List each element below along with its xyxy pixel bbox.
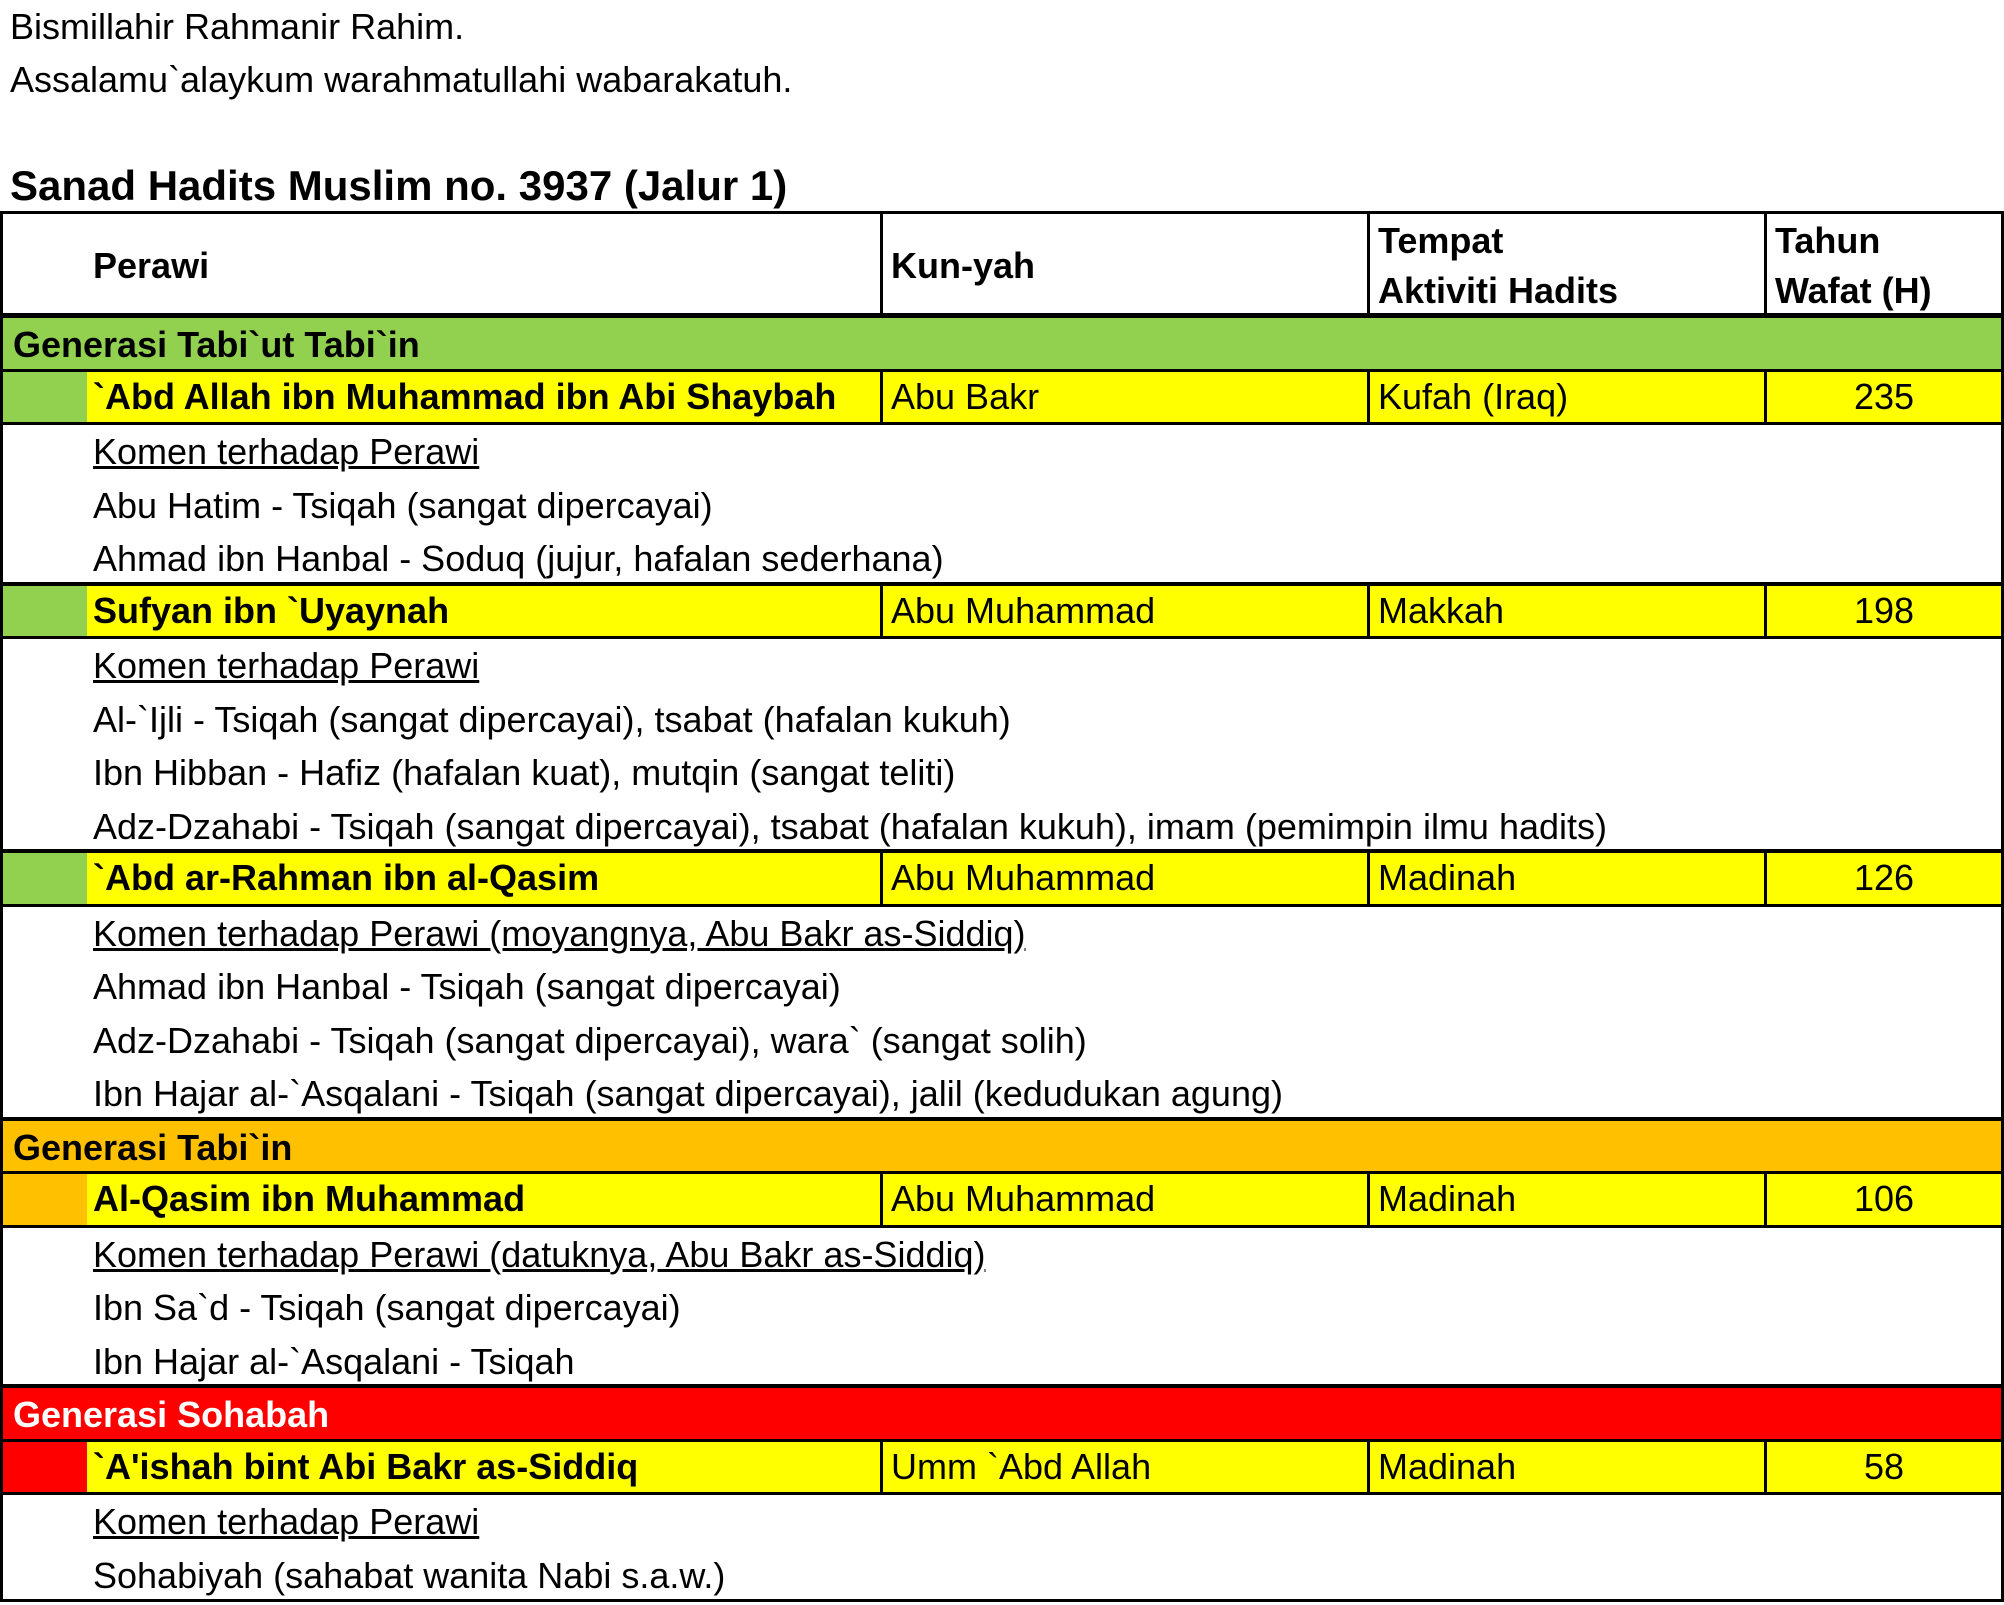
narrator-row [0,1174,2004,1228]
narrator-name: Sufyan ibn `Uyaynah [87,586,883,637]
header-tempat-2: Aktiviti Hadits [1378,270,1619,311]
header-perawi: Perawi [93,245,210,286]
comment-heading: Komen terhadap Perawi [93,1501,480,1542]
comment-block [0,907,2004,1121]
narrator-kunyah: Umm `Abd Allah [883,1442,1370,1493]
narrator-tahun: 198 [1853,589,1915,631]
header-tahun-cell [1767,214,2001,313]
narrator-tahun: 126 [1853,857,1915,898]
generation-row: Generasi Tabi`ut Tabi`in [0,318,2004,372]
narrator-kunyah: Abu Muhammad [883,853,1370,904]
comment-heading: Komen terhadap Perawi [93,645,480,686]
comment-line: Al-`Ijli - Tsiqah (sangat dipercayai), tsabat (hafalan kukuh) [93,698,1011,740]
generation-swatch [3,853,87,904]
comment-heading: Komen terhadap Perawi (datuknya, Abu Bakr as-Siddiq) [93,1233,986,1275]
header-tahun-2: Wafat (H) [1775,270,1932,311]
narrator-name: `Abd Allah ibn Muhammad ibn Abi Shaybah [87,372,883,423]
comment-block [0,425,2004,586]
header-kunyah: Kun-yah [891,245,1035,286]
generation-row: Generasi Sohabah [0,1388,2004,1442]
comment-line: Ahmad ibn Hanbal - Soduq (jujur, hafalan sederhana) [93,538,944,579]
comment-heading: Komen terhadap Perawi (moyangnya, Abu Bakr as-Siddiq) [93,912,1026,954]
narrator-kunyah: Abu Muhammad [883,1174,1370,1225]
comment-line: Sohabiyah (sahabat wanita Nabi s.a.w.) [93,1554,726,1596]
header-tempat-cell [1370,214,1767,313]
narrator-tempat: Madinah [1370,1174,1767,1225]
narrator-name: `Abd ar-Rahman ibn al-Qasim [87,853,883,904]
generation-swatch [3,372,87,423]
narrator-name: Al-Qasim ibn Muhammad [87,1174,883,1225]
comment-line: Ibn Sa`d - Tsiqah (sangat dipercayai) [93,1287,681,1328]
row-separator [0,1599,2004,1602]
comment-line: Ibn Hajar al-`Asqalani - Tsiqah [93,1340,575,1382]
narrator-row [0,372,2004,426]
comment-block [0,1228,2004,1389]
header-kunyah-cell [883,214,1370,313]
comment-block [0,639,2004,853]
comment-heading: Komen terhadap Perawi [93,431,480,472]
comment-line: Ahmad ibn Hanbal - Tsiqah (sangat dipercayai) [93,966,841,1007]
narrator-kunyah: Abu Muhammad [883,586,1370,637]
narrator-tahun: 235 [1853,375,1915,417]
narrator-tempat: Kufah (Iraq) [1370,372,1767,423]
comment-block [0,1495,2004,1602]
comment-line: Adz-Dzahabi - Tsiqah (sangat dipercayai), wara` (sangat solih) [93,1019,1087,1061]
generation-swatch [3,1174,87,1225]
narrator-row [0,586,2004,640]
intro-line-1: Bismillahir Rahmanir Rahim. [10,6,465,47]
narrator-tahun: 106 [1853,1178,1915,1219]
narrator-tempat: Makkah [1370,586,1767,637]
header-perawi-cell [3,214,883,313]
narrator-name: `A'ishah bint Abi Bakr as-Siddiq [87,1442,883,1493]
page-title: Sanad Hadits Muslim no. 3937 (Jalur 1) [10,162,788,209]
sanad-table [0,211,2004,1605]
generation-row: Generasi Tabi`in [0,1121,2004,1175]
narrator-tahun: 58 [1863,1445,1905,1487]
comment-line: Ibn Hajar al-`Asqalani - Tsiqah (sangat dipercayai), jalil (kedudukan agung) [93,1073,1283,1114]
generation-swatch [3,1442,87,1493]
comment-line: Abu Hatim - Tsiqah (sangat dipercayai) [93,484,713,526]
intro-line-2: Assalamu`alaykum warahmatullahi wabarakatuh. [10,59,793,100]
generation-swatch [3,586,87,637]
comment-line: Adz-Dzahabi - Tsiqah (sangat dipercayai), tsabat (hafalan kukuh), imam (pemimpin ilmu hadits) [93,805,1608,847]
narrator-row [0,853,2004,907]
header-tahun-1: Tahun [1775,220,1881,261]
narrator-tempat: Madinah [1370,853,1767,904]
narrator-row [0,1442,2004,1496]
narrator-tempat: Madinah [1370,1442,1767,1493]
header-tempat-1: Tempat [1378,220,1504,261]
header-row [0,211,2004,318]
comment-line: Ibn Hibban - Hafiz (hafalan kuat), mutqin (sangat teliti) [93,752,956,793]
narrator-kunyah: Abu Bakr [883,372,1370,423]
